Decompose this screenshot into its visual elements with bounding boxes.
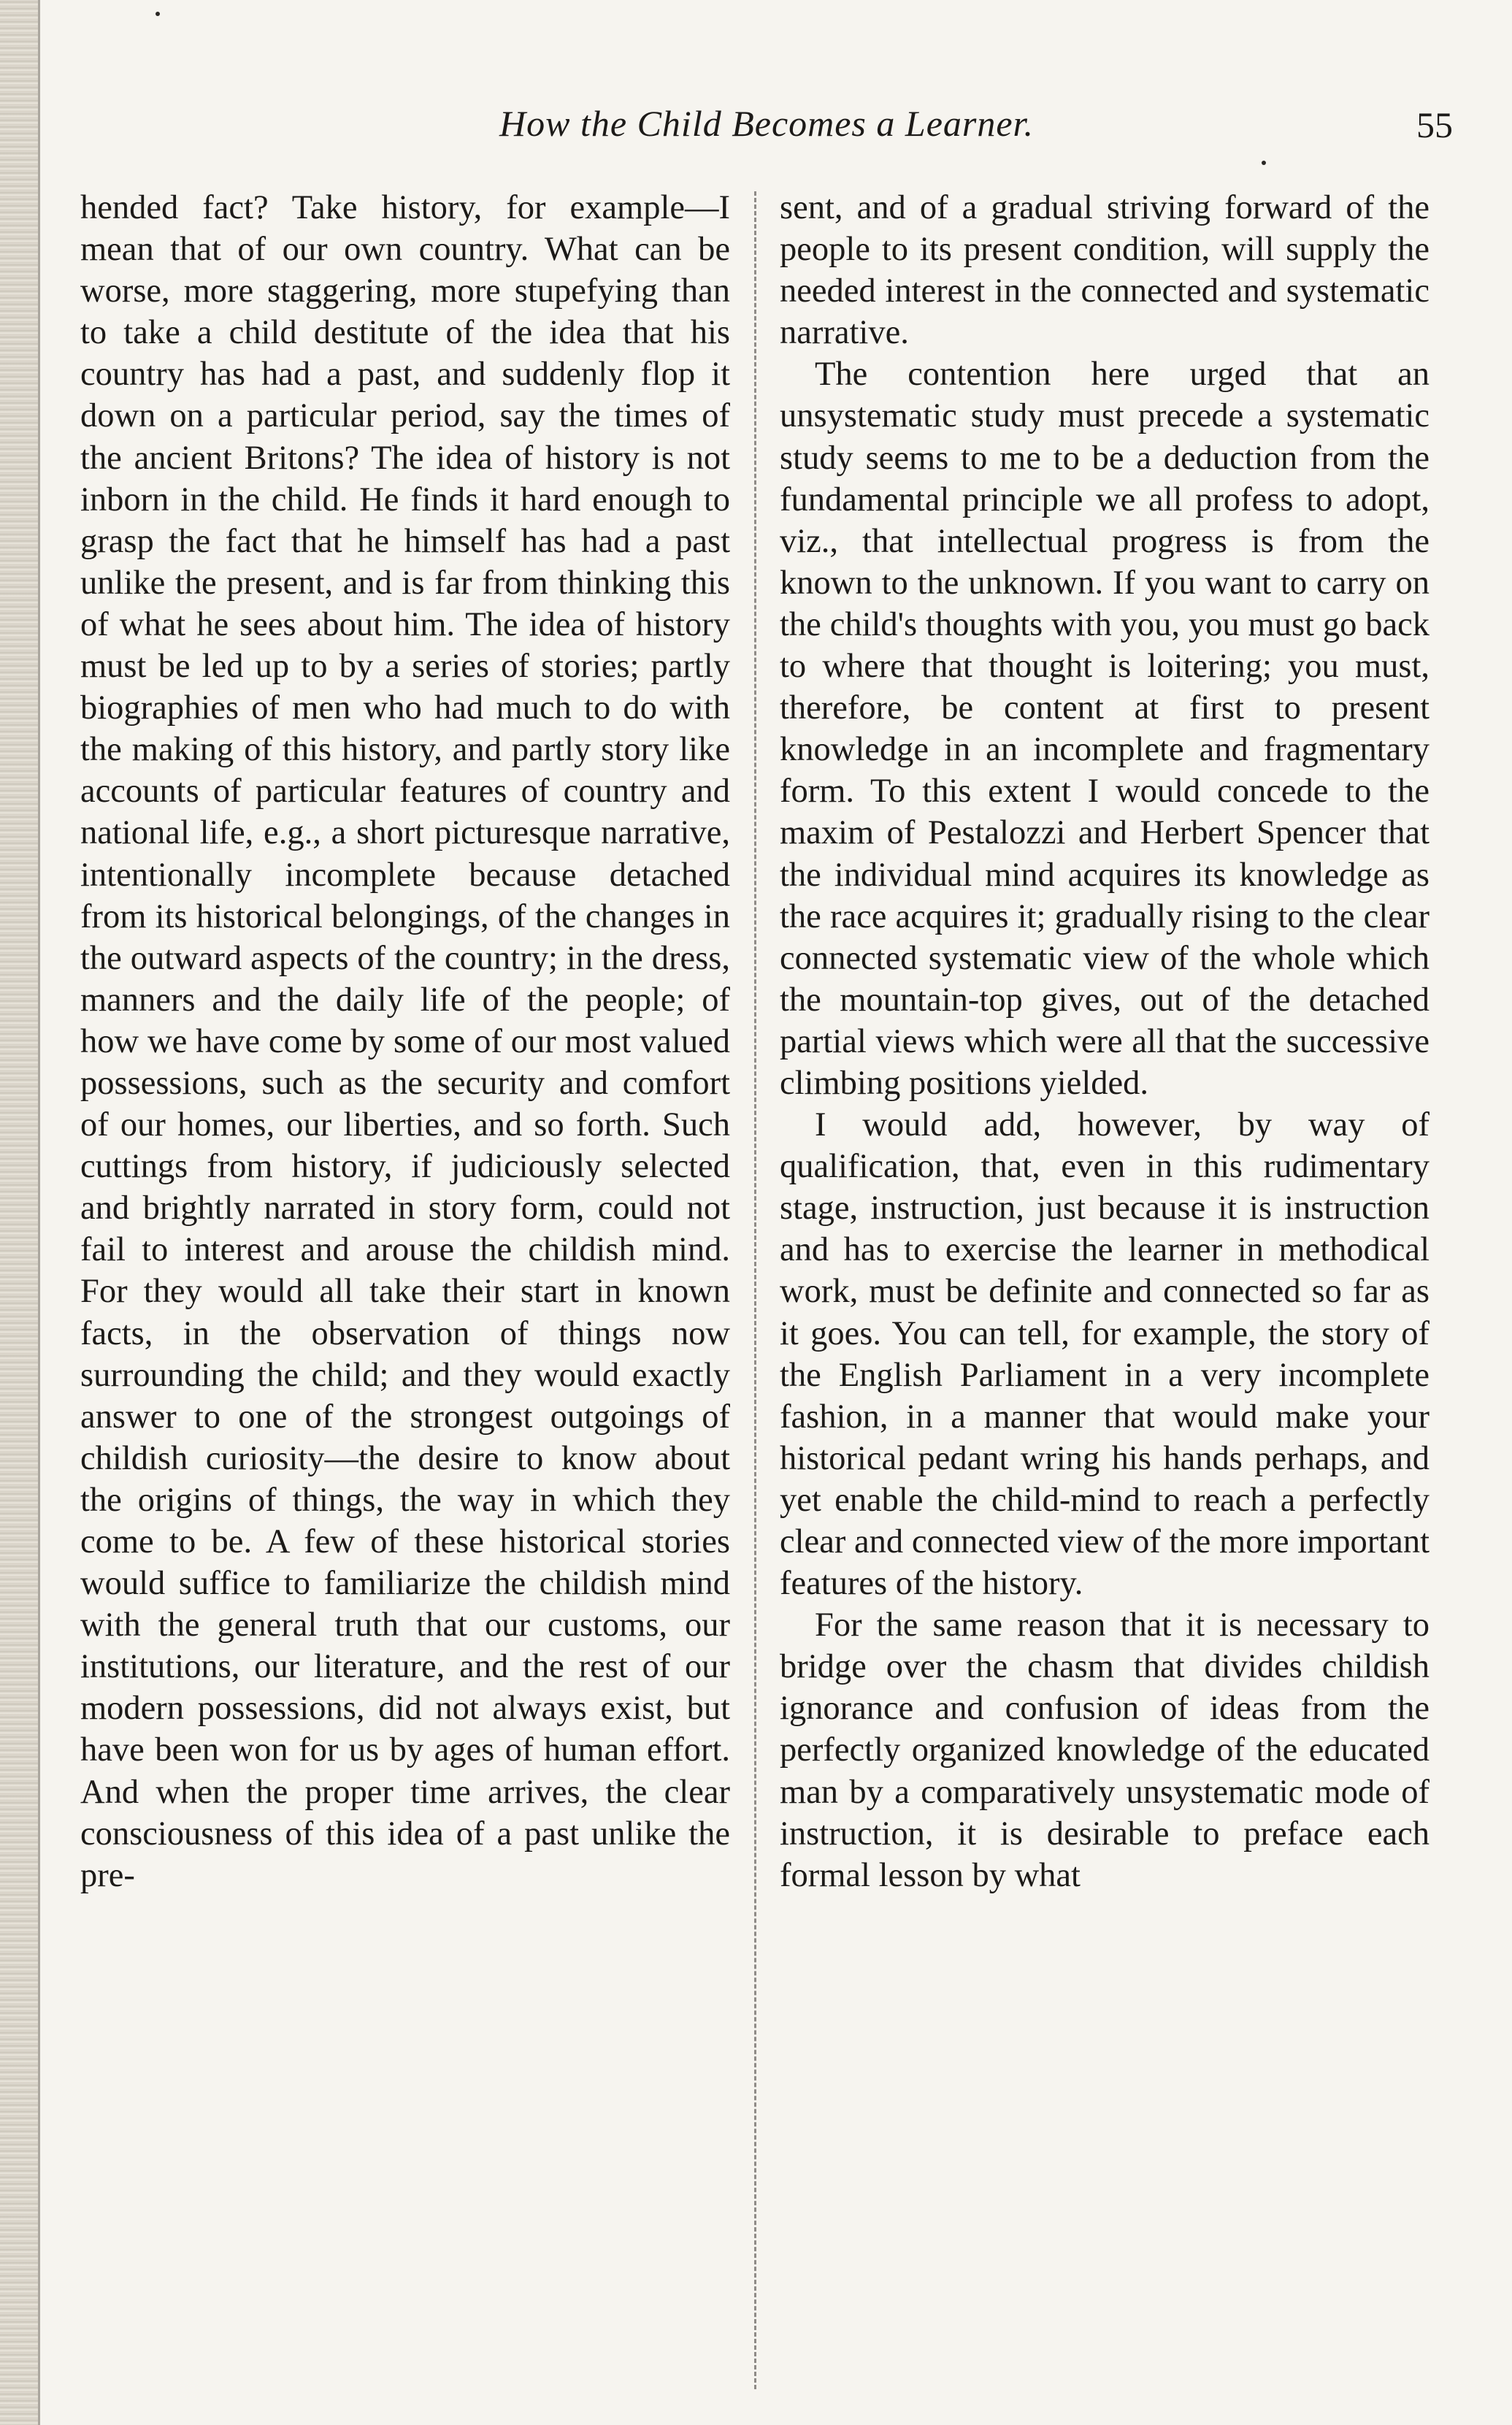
ink-speck [156,12,160,16]
right-paragraph-3: I would add, however, by way of qualification, that, even in this rudimentary stage, instruction, just because it is instruction and has to exercise the learner in methodical work, must be definite and connected so far as it goes. You can tell, for example, the story of the English Parliament in a very incomplete fashion, in a manner that would make your historical pedant wring his hands perhaps, and yet enable the child-mind to reach a perfectly clear and connected view of the more important features of the history. [780,1106,1430,1603]
right-paragraph-2: The contention here urged that an unsystematic study must precede a systematic study seems to me to be a deduction from the fundamental principle we all profess to adopt, viz., that intellectual progress is from the known to the unknown. If you want to carry on the child's thoughts with you, you must go back to where that thought is loitering; you must, therefore, be content at first to present knowledge in an incomplete and fragmentary form. To this extent I would concede to the maxim of Pestalozzi and Herbert Spencer that the individual mind acquires its knowledge as the race acquires it; gradually rising to the clear connected systematic view of the whole which the mountain-top gives, out of the detached partial views which were all that the successive climbing positions yielded. [780,356,1430,1102]
left-column [80,187,730,1896]
binding-line [38,0,40,2425]
scanned-page-edge [0,0,38,2425]
page-number: 55 [1416,104,1453,145]
running-header [80,102,1453,161]
right-paragraph-1: sent, and of a gradual striving forward of the people to its present condition, will supply the needed interest in the connected and systematic narrative. [780,189,1430,352]
ink-speck [1262,161,1266,165]
column-divider [754,191,756,2389]
right-column [780,187,1430,1896]
left-paragraph-1: hended fact? Take history, for example—I mean that of our own country. What can be worse, more staggering, more stupefying than to take a child destitute of the idea that his country has had a past, and suddenly flop it down on a particular period, say the times of the ancient Britons? The idea of history is not inborn in the child. He finds it hard enough to grasp the fact that he himself has had a past unlike the present, and is far from thinking this of what he sees about him. The idea of history must be led up to by a series of stories; partly biographies of men who had much to do with the making of this history, and partly story like accounts of particular features of country and national life, e.g., a short picturesque narrative, intentionally incomplete because detached from its historical belongings, of the changes in the outward aspects of the country; in the dress, manners and the daily life of the people; of how we have come by some of our most valued possessions, such as the security and comfort of our homes, our liberties, and so forth. Such cuttings from history, if judiciously selected and brightly narrated in story form, could not fail to interest and arouse the childish mind. For they would all take their start in known facts, in the observation of things now surrounding the child; and they would exactly answer to one of the strongest outgoings of childish curiosity—the desire to know about the origins of things, the way in which they come to be. A few of these historical stories would suffice to familiarize the childish mind with the general truth that our customs, our institutions, our literature, and the rest of our modern possessions, did not always exist, but have been won for us by ages of human effort. And when the proper time arrives, the clear consciousness of this idea of a past unlike the pre- [80,189,730,1894]
right-paragraph-4: For the same reason that it is necessary to bridge over the chasm that divides childish ignorance and confusion of ideas from the perfectly organized knowledge of the educated man by a comparatively unsystematic mode of instruction, it is desirable to preface each formal lesson by what [780,1606,1430,1894]
running-title: How the Child Becomes a Learner. [499,103,1034,144]
